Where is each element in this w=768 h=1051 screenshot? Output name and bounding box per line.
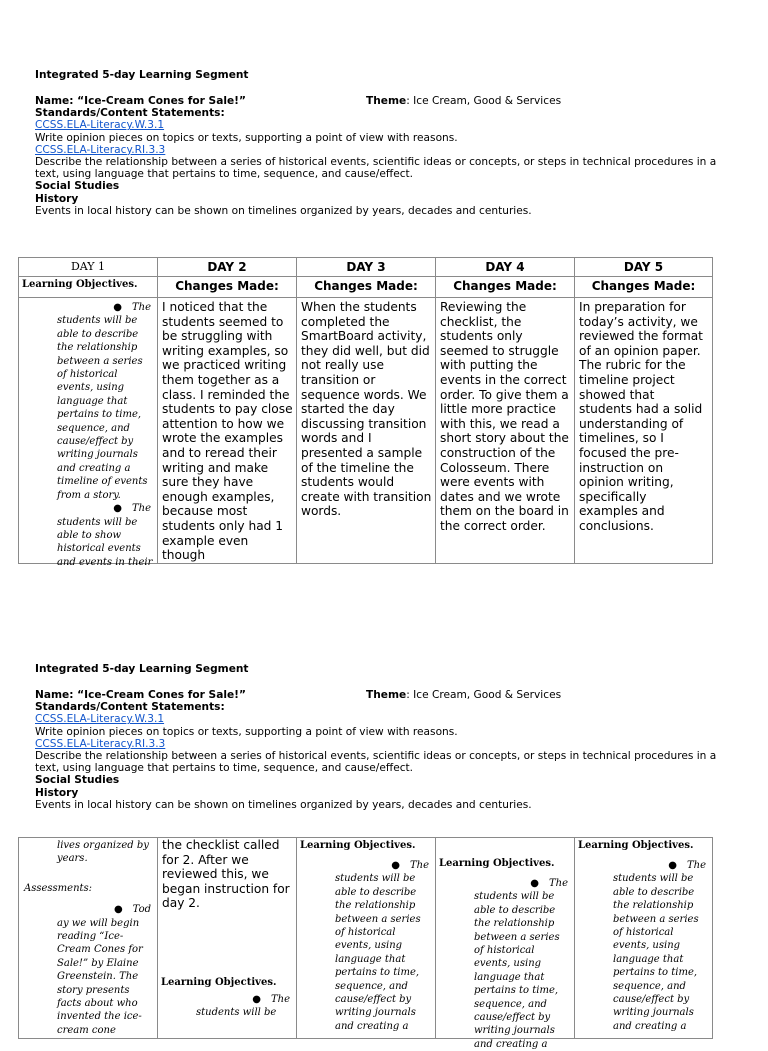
table-row-content <box>19 298 713 564</box>
bullet-icon: ● <box>113 503 122 515</box>
changes-made-day5: Changes Made: <box>575 277 713 298</box>
objective-text: students will be <box>196 1007 277 1019</box>
lesson-table-2 <box>18 837 713 1050</box>
bullet-first-word: Tod <box>132 904 151 916</box>
objective-text: students will be able to describe the relationship between a series of historical events, using language that pertains to time, sequence, and cause/effect by writing journals and creating a <box>335 873 421 1032</box>
standard-link-ri33[interactable]: CCSS.ELA-Literacy.RI.3.3 <box>35 143 166 156</box>
bullet-line <box>19 301 157 314</box>
name-row <box>35 689 735 701</box>
col2-cell <box>158 838 297 1039</box>
standard-link-w31[interactable]: CCSS.ELA-Literacy.W.3.1 <box>35 713 165 726</box>
objective-1-text: students will be able to describe the relationship between a series of historical events, using language that pertains to time, sequence, and cause/effect by writing journals and creating a timeline of events from a story. <box>57 315 148 501</box>
lo-cell <box>19 277 158 298</box>
theme-value: : Ice Cream, Good & Services <box>406 689 562 702</box>
bullet-first-word: The <box>548 878 568 889</box>
social-studies-heading: Social Studies <box>35 774 120 787</box>
bullet-line <box>19 502 157 515</box>
day5-changes-text: In preparation for today’s activity, we reviewed the format of an opinion paper. The rubric for the timeline project showed that students had a solid understanding of timelines, so I focused the pre-instruction on opinion writing, specifically examples and conclusions. <box>579 300 703 533</box>
segment-title: Integrated 5-day Learning Segment <box>35 663 249 675</box>
history-text: Events in local history can be shown on timelines organized by years, decades and centuries. <box>35 204 532 217</box>
learning-objectives-heading: Learning Objectives. <box>161 976 277 988</box>
objective-text: students will be able to describe the relationship between a series of historical events, using language that pertains to time, sequence, and cause/effect by writing journals and creating a <box>613 873 699 1032</box>
standard-text-w31: Write opinion pieces on topics or texts, supporting a point of view with reasons. <box>35 131 458 144</box>
table-row-days <box>19 258 713 277</box>
table-row-subheaders <box>19 277 713 298</box>
bullet-icon: ● <box>113 302 122 313</box>
col4-cell <box>436 838 575 1050</box>
objective-2-text: students will be able to show historical events and events in their <box>57 516 153 568</box>
day5-changes-cell <box>575 298 713 564</box>
standard-text-ri33: Describe the relationship between a series of historical events, scientific ideas or concepts, or steps in technical procedures in a text, using language that pertains to time, sequence, and cause/effect. <box>35 750 717 775</box>
bullet-line <box>297 859 435 872</box>
bullet-icon: ● <box>391 860 400 871</box>
day4-changes-text: Reviewing the checklist, the students only seemed to struggle with putting the events in the correct order. To give them a little more practice with this, we read a short story about the construction of the Colosseum. There were events with dates and we wrote them on the board in the correct order. <box>440 300 569 533</box>
day3-changes-text: When the students completed the SmartBoard activity, they did well, but did not really use transition or sequence words. We started the day discussing transition words and I presented a sample of the timeline the students would create with transition words. <box>301 300 432 519</box>
day2-changes-continued: the checklist called for 2. After we reviewed this, we began instruction for day 2. <box>162 838 290 911</box>
learning-objectives-heading: Learning Objectives. <box>439 858 555 869</box>
bullet-line <box>19 903 157 916</box>
theme-label: Theme <box>366 95 407 108</box>
assessments-heading: Assessments: <box>24 882 93 894</box>
bullet-first-word: The <box>409 860 429 871</box>
assessment-text: ay we will begin reading “Ice-Cream Cones for Sale!” by Elaine Greenstein. The story presents facts about who invented the ice-cream cone <box>57 917 143 1036</box>
lesson-table-1 <box>18 257 713 568</box>
day-4-header: DAY 4 <box>436 258 575 277</box>
bullet-line <box>158 993 296 1006</box>
changes-made-day2: Changes Made: <box>158 277 297 298</box>
col1-cell <box>19 838 158 1039</box>
objective-text: students will be able to describe the relationship between a series of historical events, using language that pertains to time, sequence, and cause/effect by writing journals and creating a <box>474 891 560 1050</box>
segment-title: Integrated 5-day Learning Segment <box>35 69 249 81</box>
col5-cell <box>575 838 713 1039</box>
changes-made-day3: Changes Made: <box>297 277 436 298</box>
bullet-first-word: The <box>686 860 706 871</box>
day4-changes-cell <box>436 298 575 564</box>
history-heading: History <box>35 786 79 799</box>
segment-header-page-2 <box>35 663 735 811</box>
standard-link-ri33[interactable]: CCSS.ELA-Literacy.RI.3.3 <box>35 737 166 750</box>
lesson-name: Name: “Ice-Cream Cones for Sale!” <box>35 689 246 702</box>
standards-heading: Standards/Content Statements: <box>35 701 225 714</box>
learning-objectives-heading: Learning Objectives. <box>578 840 694 851</box>
lesson-name: Name: “Ice-Cream Cones for Sale!” <box>35 95 246 108</box>
day1-objectives-cell <box>19 298 158 568</box>
standard-link-w31[interactable]: CCSS.ELA-Literacy.W.3.1 <box>35 119 165 132</box>
bullet-first-word: The <box>270 993 290 1005</box>
standard-text-w31: Write opinion pieces on topics or texts, supporting a point of view with reasons. <box>35 725 458 738</box>
bullet-line <box>436 877 574 890</box>
learning-objectives-heading: Learning Objectives. <box>300 840 416 851</box>
theme-value: : Ice Cream, Good & Services <box>406 95 562 108</box>
bullet-icon: ● <box>252 993 261 1005</box>
day3-changes-cell <box>297 298 436 564</box>
timeline-objective-end: lives organized by years. <box>57 840 149 865</box>
bullet-first-word: The <box>131 503 151 515</box>
day-3-header: DAY 3 <box>297 258 436 277</box>
history-text: Events in local history can be shown on timelines organized by years, decades and centuries. <box>35 798 532 811</box>
history-heading: History <box>35 192 79 205</box>
day-1-header: DAY 1 <box>19 258 158 277</box>
col3-cell <box>297 838 436 1039</box>
standards-heading: Standards/Content Statements: <box>35 107 225 120</box>
learning-objectives-heading: Learning Objectives. <box>22 279 138 290</box>
social-studies-heading: Social Studies <box>35 180 120 193</box>
bullet-icon: ● <box>530 878 539 889</box>
bullet-first-word: The <box>131 302 151 313</box>
segment-header <box>35 69 735 217</box>
theme <box>366 95 561 107</box>
changes-made-day4: Changes Made: <box>436 277 575 298</box>
day-5-header: DAY 5 <box>575 258 713 277</box>
theme <box>366 689 561 701</box>
day2-changes-cell <box>158 298 297 564</box>
bullet-icon: ● <box>113 904 123 916</box>
day2-changes-text: I noticed that the students seemed to be struggling with writing examples, so we practiced writing them together as a class. I reminded the students to pay close attention to how we wrote the examples and to reread their writing and make sure they have enough examples, because most students only had 1 example even though <box>162 300 293 563</box>
standard-text-ri33: Describe the relationship between a series of historical events, scientific ideas or concepts, or steps in technical procedures in a text, using language that pertains to time, sequence, and cause/effect. <box>35 156 717 181</box>
name-row <box>35 95 735 107</box>
theme-label: Theme <box>366 689 407 702</box>
bullet-line <box>575 859 712 872</box>
bullet-icon: ● <box>668 860 677 871</box>
table-row-content <box>19 838 713 1039</box>
day-2-header: DAY 2 <box>158 258 297 277</box>
